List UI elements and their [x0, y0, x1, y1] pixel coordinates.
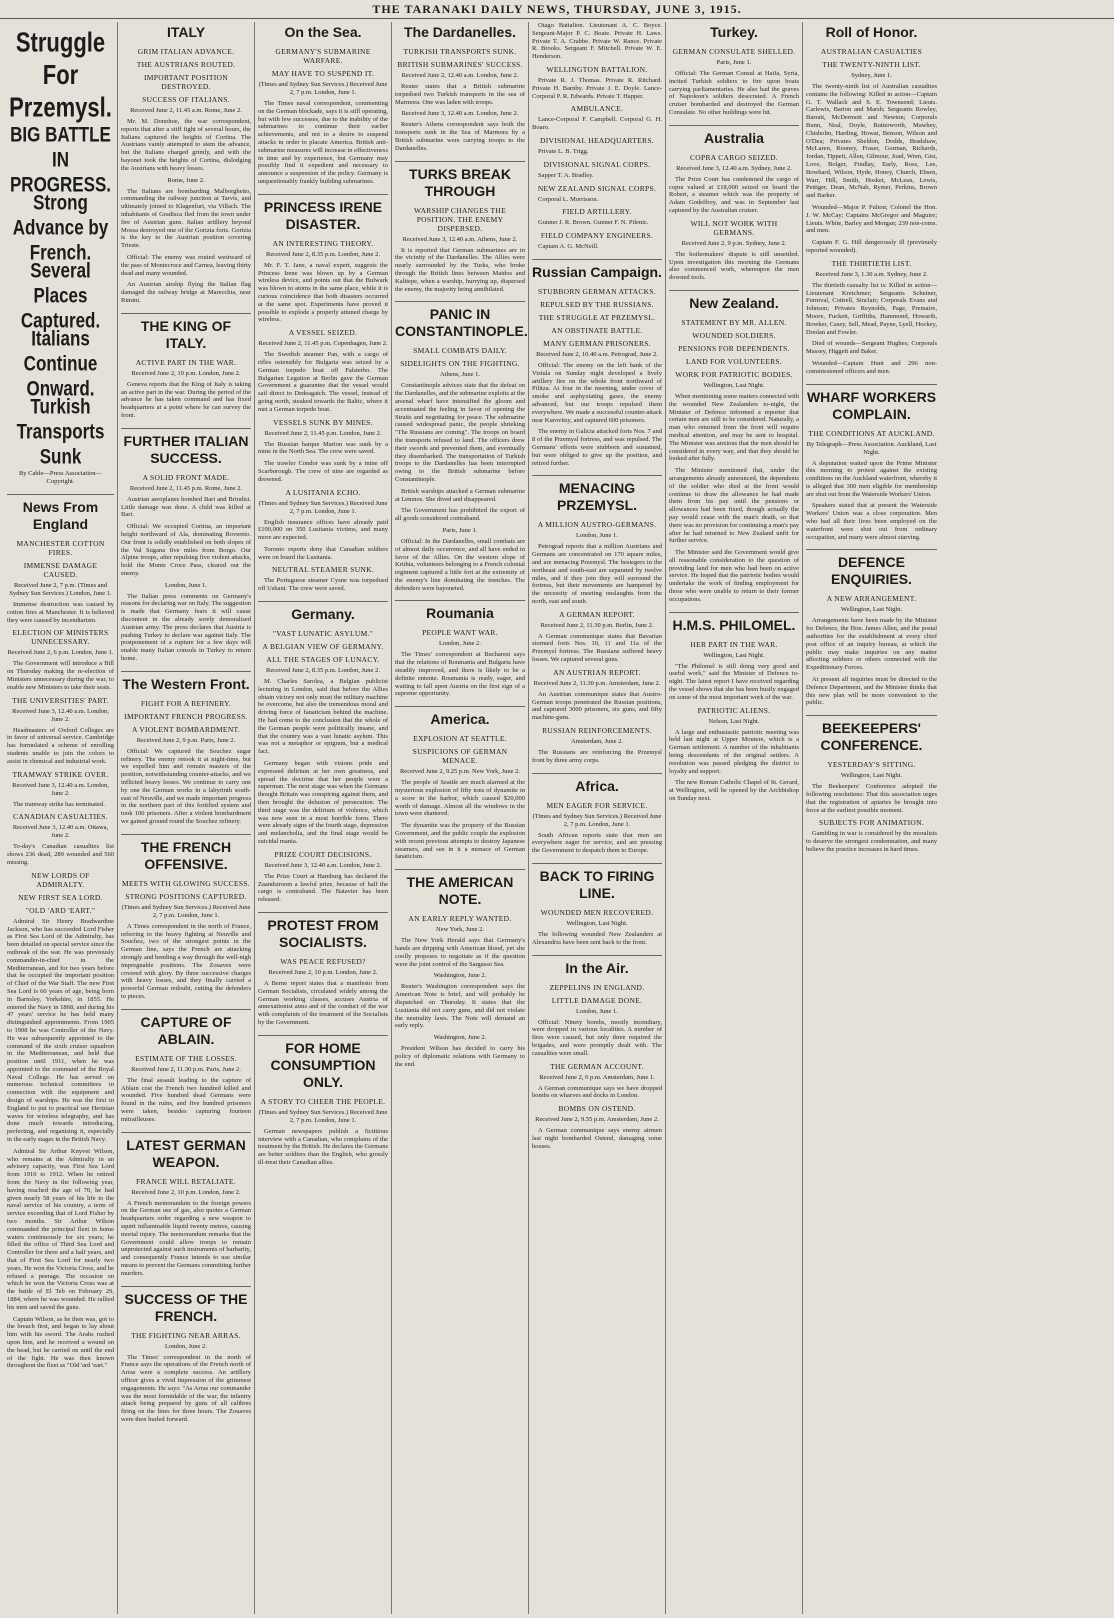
headline-success-french: SUCCESS OF THE FRENCH.: [121, 1286, 251, 1325]
article-body: The Russians are reinforcing the Przemysl front by three army corps.: [532, 749, 662, 764]
article-body: At present all inquiries must be directed to the Defence Department, and the Minister thinks that this new plan will be more convenient to the public.: [806, 676, 937, 707]
headline-german-weapon: LATEST GERMAN WEAPON.: [121, 1132, 251, 1171]
article-body: Official: In the Dardanelles, small combats are of almost daily occurrence, and all have ended in favor of the Allies. On the western slope of Krithia, volunteers belonging to a French colonial regiment captured a little fort at the extremity of the enemy's line dominating the trenches. The defenders were bayoneted.: [395, 537, 525, 592]
dateline: Received June 2, 6 p.m. London, June 1.: [7, 649, 114, 657]
subhead: BRITISH SUBMARINES' SUCCESS.: [397, 60, 523, 69]
subhead: TRAMWAY STRIKE OVER.: [12, 769, 109, 779]
article-body: The dynamite was the property of the Russian Government, and the public couple the explosion with recent previous attempts to destroy Japanese steamers, and see in it a menace of German fanaticism.: [395, 822, 525, 861]
subhead: MEETS WITH GLOWING SUCCESS.: [122, 878, 250, 888]
column-6: [666, 22, 803, 1614]
article-body: A German communique says enemy airmen last night bombarded Ostend, damaging some houses.: [532, 1127, 662, 1150]
article-body: The twenty-ninth list of Australian casualties contains the following: Killed in action—Captain G. T. Wallack and S. E. Townsend; Lieuts. Carlewis, Barton and Marsh; Sergeants Rowley, Barratt, McDermott and Newton; Corporals Bunn, Neal, Doyle, Butterworth, Mawhey, Chisholm, Harding, Howat, Benson, Wilson and O'Dea; Privates Sheldon, Dodds, Bradshaw, McLaren, Rooney, Fraser, Gorman, Richards, Jordan, Tippett, Allen, Gilmour, Joad, Wren, Gist, Love, Bolger, Findlay, Early, Ross, Lee, Bowhard, Wilson, Hyde, Honey, Church, Ebsen, Warr, Hill, Smith, Hosket, McLean, Lewis, Pettiger, Dean, McNab, Rymer, Perkins, Brown and Barker.: [806, 83, 937, 200]
article-body: Reuter's Athens correspondent says both the transports sunk in the Sea of Marmora by a British submarine were carrying troops to the Dardanelles.: [395, 121, 525, 152]
subhead: ACTIVE PART IN THE WAR.: [135, 357, 237, 367]
column-3: [255, 22, 392, 1614]
subhead: "OLD 'ARD 'EART.": [25, 905, 96, 915]
article-body: South African reports state that men are everywhere eager for service, and are pressing the Government to despatch them to Europe.: [532, 831, 662, 855]
article-body: The Swedish steamer Pan, with a cargo of rifles ostensibly for Bulgaria was seized by a German torpedo boat off Falsterbo. The Bulgarian Legation at Berlin gave the German Government a guarantee that the vessel would sail direct to Dedeagatch. The vessel, instead of going north, steaked towards the Baltic, where it met a German torpedo boat.: [258, 351, 388, 413]
dateline: Wellington, Last Night.: [703, 651, 765, 659]
subhead: AN AUSTRIAN REPORT.: [553, 667, 641, 677]
subhead: EXPLOSION AT SEATTLE.: [413, 734, 507, 744]
dateline: Received June 3, 12.40 a.m. London, June 2.: [264, 861, 382, 869]
dateline: Received June 2, 7 p.m. (Times and Sydney Sun Services.) London, June 1.: [9, 582, 112, 597]
casualty-list: Private L. B. Trigg.: [538, 147, 589, 155]
section-turkey: Turkey.: [710, 24, 758, 40]
dateline: Athens, June 1.: [439, 371, 481, 379]
subhead: DIVISIONAL SIGNAL CORPS.: [543, 159, 651, 169]
dateline: London, June 2.: [439, 640, 481, 648]
subhead: FIGHT FOR A REFINERY.: [140, 698, 232, 708]
subhead: SUBJECTS FOR ANIMATION.: [818, 818, 925, 828]
dateline: (Times and Sydney Sun Services.) Received June 2, 7 p.m. London, June 1.: [258, 81, 388, 96]
dateline: Received June 2, 10.40 a.m. Petrograd, June 2.: [536, 350, 658, 358]
dateline: Received June 2, 12.40 a.m. London, June 2.: [401, 72, 519, 79]
subhead: ESTIMATE OF THE LOSSES.: [135, 1053, 237, 1063]
subhead: COPRA CARGO SEIZED.: [689, 152, 778, 162]
section-dardanelles: The Dardanelles.: [403, 24, 517, 40]
dateline: Received June 3, 12.40 a.m. London, June 2.: [401, 110, 519, 118]
subhead: WOUNDED MEN RECOVERED.: [540, 908, 654, 918]
article-body: The people of Seattle are much alarmed at the mysterious explosion of fifty tons of dynamite in a scow in the harbor, which caused $20,000 worth of damage. Almost all the windows in the town were shattered.: [395, 779, 525, 818]
subhead: WARSHIP CHANGES THE POSITION. THE ENEMY DISPERSED.: [414, 205, 506, 233]
subhead: MANY GERMAN PRISONERS.: [543, 338, 651, 348]
article-body: It is reported that German submarines are in the vicinity of the Dardanelles. The Allies were nearly surrounded by the Turks, who broke through the British lines between Maidos and Kalitepe, when a warship, hurrying up, dispersed the enemy, the majority being annihilated.: [395, 246, 525, 293]
subhead: LAND FOR VOLUNTEERS.: [685, 356, 783, 366]
subhead: THE GERMAN ACCOUNT.: [550, 1061, 644, 1071]
section-england: News From England: [7, 494, 114, 533]
subhead: A SOLID FRONT MADE.: [142, 472, 230, 482]
dateline: By Telegraph—Press Association. Auckland, Last Night.: [806, 440, 937, 456]
subhead: IMMENSE DAMAGE CAUSED.: [23, 561, 98, 579]
subhead: THE CONDITIONS AT AUCKLAND.: [808, 428, 935, 438]
headline-western-front: The Western Front.: [121, 671, 251, 693]
article-body: An Austrian airship flying the Italian flag damaged the railway bridge at Marecchia, near Rimini.: [121, 281, 251, 304]
subhead: NEUTRAL STEAMER SUNK.: [271, 565, 375, 575]
dateline: Washington, June 2.: [433, 972, 487, 980]
dateline: Received June 2, 9 p.m. Paris, June 2.: [136, 736, 236, 744]
article-body: A French memorandum to the foreign powers on the German use of gas, also quotes a German headquarters order regarding a new weapon to squirt inflammable liquid twenty metres, causing mortal injury. The memorandum remarks that the Government could allow troops to remain unprotected against such instruments of barbarity, and consequently France intends to use similar means to prevent the Germans committing further murders.: [121, 1199, 251, 1277]
subhead: AN OBSTINATE BATTLE.: [551, 325, 643, 335]
section-roumania: Roumania: [395, 600, 525, 622]
article-body: The Prize Court at Hamburg has declared the Zaandstroom a lawful prize, because of half the cargo is contraband. The Batavier has been released.: [258, 872, 388, 904]
subhead: WORK FOR PATRIOTIC BODIES.: [675, 369, 793, 379]
dateline: Received June 2, 11.45 a.m. Rome, June 2.: [130, 107, 242, 114]
dateline: (Times and Sydney Sun Services.) Received June 2, 7 p.m. London, June 1.: [258, 499, 388, 515]
dateline: London, June 2.: [165, 1342, 207, 1350]
article-body: To-day's Canadian casualties list shows 236 dead, 289 wounded and 560 missing.: [7, 843, 114, 866]
headline-firing-line: BACK TO FIRING LINE.: [532, 863, 662, 902]
headline-home-consumption: FOR HOME CONSUMPTION ONLY.: [258, 1035, 388, 1091]
article-body: The New York Herald says that Germany's hands are dripping with American blood, yet she coolly proposes to negotiate as if the question were the joint control of the Sargasso Sea.: [395, 937, 525, 968]
column-2: [118, 22, 255, 1614]
subhead: NEW FIRST SEA LORD.: [18, 892, 103, 902]
subhead: THE FIGHTING NEAR ARRAS.: [131, 1330, 241, 1340]
subhead: VESSELS SUNK BY MINES.: [273, 417, 373, 427]
dateline: Received June 3, 12.40 a.m. Sydney, June 2.: [676, 164, 792, 172]
dateline: Received June 2, 9.25 p.m. New York, June 2.: [399, 768, 521, 776]
headline-king-italy: THE KING OF ITALY.: [121, 313, 251, 352]
article-body: The enemy in Galicia attacked forts Nos. 7 and 8 of the Przemysl fortress, and was repulsed. The Germans' efforts were stubborn and sustained, but were obliged to give up the position, and retired further.: [532, 428, 662, 467]
subhead: PRIZE COURT DECISIONS.: [274, 849, 372, 859]
dateline: Wellington, Last Night.: [840, 772, 903, 780]
headline-italians: Italians Continue Onward.: [23, 326, 98, 401]
subhead: AN EARLY REPLY WANTED.: [408, 914, 512, 924]
dateline: Amsterdam, June 2.: [571, 738, 623, 746]
dateline: Paris, June 1.: [716, 59, 752, 66]
subhead: A BELGIAN VIEW OF GERMANY.: [262, 642, 384, 652]
article-body: Captain F. G. Hill dangerously ill (previously reported wounded).: [806, 239, 937, 254]
article-body: The Minister said the Government would give all reasonable consideration to the question of providing land for men who had been on active service. He hoped that the patriotic bodies would undertake the work of finding employment for those who were unable to return to their former occupations.: [669, 549, 799, 603]
dateline: Received June 3, 12.40 a.m. London, June 2.: [12, 781, 109, 797]
article-body: Speakers stated that at present the Waterside Workers' Union was a close corporation. Men who had all their lives been employed on the waterfront were shut out from ordinary occupation, and many were almost starving.: [806, 502, 937, 541]
casualty-list: Sapper T. A. Bradley.: [538, 171, 594, 179]
dateline: Wellington, Last Night.: [566, 920, 628, 928]
casualty-list: Captain A. G. McNeill.: [538, 243, 599, 251]
dateline: Received June 3, 12.40 a.m. Athens, June 2.: [402, 235, 518, 243]
dateline: Received June 2, 9.55 p.m. Amsterdam, June 2.: [535, 1116, 659, 1124]
article-body: Constantinople advices state that the defeat on the Dardanelles, and the submarine exploits at the arsenal wharf have intensified the gloom and accentuated the feeling in favor of opening the Straits and negotiating for peace. The submarine caused widespread panic, the people shrieking "The Russians are coming". The troops on board the transports refused to land. The officers drew their swords and prevented them, and eventually they disembarked. The transportation of Turkish troops to the Dardanelles has been interrupted owing to the British submarine before Constantinople.: [395, 382, 525, 483]
dateline: Received June 2, 11.30 p.m. Amsterdam, June 2.: [533, 679, 661, 687]
subhead: THE AUSTRIANS ROUTED.: [136, 60, 236, 69]
article-body: Official: The enemy was routed westward of the pass of Montecroce and Carnea, leaving thirty dead and many wounded.: [121, 253, 251, 277]
article-body: Official: We captured the Souchez sugar refinery. The enemy retook it at night-time, but we expelled him and remain masters of the position, notwithstanding counter-attacks, and we inflicted heavy losses. We continue to carry one by one the German works in a labyrinth south-east of Neuville, and we made important progress in the northern part of this fortified system and took 100 prisoners. After a violent bombardment we gained ground round the Souchez refinery.: [121, 747, 251, 826]
article-body: The Minister mentioned that, under the arrangements already announced, the dependents of the soldier who died at the front would continue to draw the allowance he had made them from his pay until the pensions or allowances had been fixed, though actually the pay would cease with the man's death, so that there was no provision for continuing a man's pay after he had returned to New Zealand unfit for further service.: [669, 467, 799, 545]
article-body: The new Roman Catholic Chapel of St. Gerard, at Wellington, will be opened by the Archbishop on Sunday next.: [669, 779, 799, 803]
dateline: Received June 2, 9 p.m. Sydney, June 2.: [681, 239, 787, 247]
dateline: Received June 2, 11.45 p.m. London, June 2.: [264, 429, 382, 437]
subhead: AMBULANCE.: [570, 104, 624, 114]
article-body: The Beekeepers' Conference adopted the following resolutions: That this association urges that the registration of apiaries be brought into force at the earliest possible moment.: [806, 783, 937, 814]
dateline: Received June 2, 11.45 p.m. Rome, June 2.: [129, 484, 243, 492]
dateline: Received June 3, 12.40 a.m. London, June 2.: [12, 707, 109, 723]
dateline: Received June 2, 10 p.m. London, June 2.: [131, 369, 241, 377]
subhead: GERMANY'S SUBMARINE WARFARE.: [275, 47, 371, 65]
article-body: A deputation waited upon the Prime Minister this morning to protest against the existing conditions on the Auckland waterfront, whereby it is alleged that 300 men eligible for membership are shut out from the Waterside Workers' Union.: [806, 459, 937, 498]
dateline: Received June 2, 10 p.m. London, June 2.: [131, 1188, 241, 1196]
subhead: THE STRUGGLE AT PRZEMYSL.: [538, 312, 656, 322]
section-italy: ITALY: [166, 24, 206, 40]
subhead: A GERMAN REPORT.: [559, 609, 635, 619]
subhead: WAS PEACE REFUSED?: [280, 957, 366, 966]
subhead: GRIM ITALIAN ADVANCE.: [137, 47, 235, 56]
article-body: The Times' correspondent at Bucharest says that the relations of Roumania and Bulgaria have steadily improved, and there is likely to be a definite entente. Roumania is ready, eager, and waiting to fall upon Austria on the first sign of a supreme opportunity.: [395, 651, 525, 698]
article-body: Official: Ninety bombs, mostly incendiary, were dropped in various localities. A number of fires were caused, but only three required the brigades, and were promptly dealt with. The casualties were small.: [532, 1018, 662, 1057]
dateline: (Times and Sydney Sun Services.) Received June 2, 7 p.m. London, June 1.: [258, 1108, 388, 1124]
dateline: London, June 1.: [576, 532, 618, 540]
casualty-list: Otago Battalion. Lieutenant A. C. Boyce. Sergeant-Major P. C. Boate. Private H. Laws. Private T. A. Crabbe. Private W. Rance. Private R. Brooks. Sergeant F. Mitchell. Private W. E. Henderson.: [532, 22, 662, 61]
casualty-list: Private R. J. Thomas. Private R. Ritchard. Private H. Barnby. Private J. E. Doyle. Lance-Corporal P. R. Edwards. Private T. Happer.: [532, 76, 662, 100]
section-germany: Germany.: [258, 601, 388, 623]
subhead: FIELD ARTILLERY.: [562, 207, 632, 217]
article-body: British warships attacked a German submarine at Lemnos. She dived and disappeared.: [395, 487, 525, 503]
headline-capture-ablain: CAPTURE OF ABLAIN.: [121, 1009, 251, 1048]
headline-further-italian: FURTHER ITALIAN SUCCESS.: [121, 428, 251, 467]
subhead: IMPORTANT FRENCH PROGRESS.: [124, 711, 248, 721]
dateline: Received June 2, 11.30 p.m. Berlin, June 2.: [540, 621, 654, 629]
subhead: PENSIONS FOR DEPENDENTS.: [678, 343, 790, 353]
subhead: AN INTERESTING THEORY.: [272, 238, 374, 248]
article-body: Toronto reports deny that Canadian soldiers were on board the Lusitania.: [258, 545, 388, 561]
article-body: Reuter states that a British submarine torpedoed two Turkish transports in the sea of Marmora. One was laden with troops.: [395, 83, 525, 106]
dateline: Received June 2, 8.35 p.m. London, June 2.: [266, 250, 380, 258]
dateline: Received June 3, 1.30 a.m. Sydney, June 2.: [815, 270, 928, 278]
dateline: Wellington, Last Night.: [840, 606, 903, 614]
subhead: PATRIOTIC ALIENS.: [697, 705, 771, 715]
article-body: Arrangements have been made by the Minister for Defence, the Hon. James Allen, and the postal authorities for the establishment at every chief post office of an inquiry bureau, at which the public may make inquiries on any matter affecting soldiers or others connected with the Expeditionary Forces.: [806, 617, 937, 672]
headline-places-captured: Several Places Captured.: [20, 258, 101, 333]
section-new-zealand: New Zealand.: [669, 290, 799, 312]
headline-panic: PANIC IN CONSTANTINOPLE.: [395, 301, 525, 340]
section-on-the-sea: On the Sea.: [284, 24, 362, 40]
article-body: Mr. M. Donohoe, the war correspondent, reports that after a stiff fight of several hours, the Italians captured the heights of Cortina. The Austrians vainly attempted to stem the advance, but the Italians charged grimly, and with the bayonet took the heights of Cortina, dislodging the Austrians with heavy losses.: [121, 118, 251, 172]
article-body: Died of wounds—Sergeant Hughes; Corporals Massey, Higgett and Baker.: [806, 340, 937, 356]
subhead: STRONG POSITIONS CAPTURED.: [125, 891, 247, 901]
article-body: The Times naval correspondent, commenting on the German blockade, says it is still operating, but with few successes, due to the inability of the submarines to continue their earlier achievements, and not to a desire to suspend attacks in order to placate America. British anti-submarine measures will increase in effectiveness in time and by experience, but Germany may possibly find it expedient and necessary to announce a suspension of the policy. Germany is unquestionably frankly building submarines.: [258, 100, 388, 185]
subhead: BOMBS ON OSTEND.: [558, 1104, 636, 1114]
subhead: ALL THE STAGES OF LUNACY.: [266, 655, 380, 665]
article-body: A Berne report states that a manifesto from German Socialists, circulated widely among the German working classes, accuses Austria of annexationist aims and of the conduct of the war with complaints of the treatment of the Socialists by the Government.: [258, 980, 388, 1026]
dateline: Rome, June 2.: [167, 176, 205, 184]
article-body: Official: We occupied Cortina, an important height northward of Ala, dominating Rovereto. Our front is solidly established on both slopes of the Val Sugana five miles from Borgo. Our Alpine troops, after repulsing five violent attacks, hold the Monte Croce Pass, cleared out the enemy.: [121, 523, 251, 577]
section-roll-of-honor: Roll of Honor.: [825, 24, 918, 40]
article-body: The Government has prohibited the export of all goods considered contraband.: [395, 507, 525, 523]
article-body: The Portuguese steamer Cysne was torpedoed off Ushant. The crew were saved.: [258, 577, 388, 593]
subhead: NEW LORDS OF ADMIRALTY.: [31, 870, 90, 889]
subhead: PEOPLE WANT WAR.: [422, 628, 498, 638]
subhead: STUBBORN GERMAN ATTACKS.: [537, 286, 657, 296]
dateline: London, June 1.: [165, 581, 207, 589]
article-body: A German communique says we have dropped bombs on wharves and docks in London.: [532, 1084, 662, 1100]
columns: [4, 22, 1110, 1614]
dateline: Received June 2, 8.35 p.m. London, June 2.: [266, 667, 380, 675]
article-body: Immense destruction was caused by cotton fires at Manchester. It is believed they were caused by incendiarism.: [7, 601, 114, 624]
article-body: The boilermakers' dispute is still unsettled. Upon investigation this morning the Germans also commenced work, whereupon the men downed tools.: [669, 250, 799, 282]
article-body: M. Charles Sarolea, a Belgian publicist lecturing in London, said that before the Allies obtain victory not only must the military machine be overcome, but also the tremendous moral and driving force of fanaticism behind the machine. He had come to the conclusion that the whole of the German people were politically insane, and that the country was a vast lunatic asylum. This was not a metaphor or epigram, but a medical fact.: [258, 678, 388, 756]
subhead: FRANCE WILL RETALIATE.: [136, 1176, 236, 1186]
subhead: IMPORTANT POSITION DESTROYED.: [143, 73, 228, 91]
press-credit: By Cable—Press Association—Copyright.: [18, 470, 103, 485]
headline-turks-break: TURKS BREAK THROUGH: [395, 161, 525, 200]
subhead: TURKISH TRANSPORTS SUNK.: [403, 47, 517, 56]
dateline: Wellington, Last Night.: [703, 381, 765, 389]
subhead: REPULSED BY THE RUSSIANS.: [540, 299, 654, 309]
dateline: Received June 2, 10 p.m. London, June 2.: [268, 969, 378, 976]
headline-beekeepers: BEEKEEPERS' CONFERENCE.: [806, 715, 937, 754]
article-body: Germany began with visions pride and expressed delirium at her own greatness, and spread the doctrine that her people were a superman. The next stage was when the Germans thought Britain was conspiring against them, and then brought the delusion of persecution. The third stage was the delirium of violence, which was now seen in a most horrible form. There were already signs of the fourth stage, depression and melancholia, and the final stage would be suicidal mania.: [258, 760, 388, 846]
dateline: Washington, June 2.: [433, 1034, 487, 1042]
headline-big-battle: BIG BATTLE IN PROGRESS.: [9, 122, 112, 197]
subhead: HER PART IN THE WAR.: [690, 639, 778, 649]
dateline: Received June 2, 11.30 p.m. Paris, June 2.: [131, 1065, 241, 1073]
article-body: Admiral Sir Henry Bradwardine Jackson, who has succeeded Lord Fisher as First Sea Lord of the Admiralty, has been detailed on special service since the outbreak of the war. He was previously commander-in-chief in the Mediterranean, and for two years before that he occupied the important position of Chief of the War Staff. The new First Sea Lord is 60 years of age, being born in Barnsley, Yorkshire, in 1855. He entered the Navy in 1868, and during his 47 years' service he has held many distinguished appointments. From 1905 to 1908 he was Controller of the Navy. He was subsequently appointed to the command of the sixth cruiser squadron in the Mediterranean, and held that position until 1911, when he was appointed to the command of the Royal Naval College. He has served on numerous technical committees in connection with the equipment and design of warships. He was the first in England to put to practical use Hertzian waves for wireless telegraphy, and has done much towards introducing, perfecting, and organising it, especially in the early stages in the British Navy.: [7, 917, 114, 1144]
section-africa: Africa.: [532, 773, 662, 795]
article-body: A Times correspondent in the north of France, referring to the heavy fighting at Neuville and Souchez, two of the strongest points in the German line, says the French are attacking strongly and bending a way through the well-nigh impregnable positions. The Zouaves were covered with glory. By three successive charges with heavy losses, and they finally carried a powerful German redoubt, cutting the defenders to pieces.: [121, 922, 251, 1000]
column-1: [4, 22, 118, 1614]
article-body: Geneva reports that the King of Italy is taking an active part in the war. During the period of the advance he has taken command and has fixed headquarters at a point where he can survey the front.: [121, 380, 251, 419]
article-body: When mentioning some matters connected with the wounded New Zealanders to-night, the Minister of Defence informed a reporter that certain men are still to be considered. Naturally, a man who returned from the front will require medical attention, and may be sent to hospital. The Minister was anxious that the men should be considered in every way, and that they should be looked after fully.: [669, 392, 800, 463]
article-body: Petrograd reports that a million Austrians and Germans are concentrated on 170 square miles, and are menacing Przemysl. The besiegers in the northeast and south-east are separated by twelve miles, and if they join they will surround the fortress, but their movements are hampered by the necessity of meeting onslaughts from the north, east and south.: [532, 543, 662, 605]
section-in-the-air: In the Air.: [532, 955, 662, 977]
subhead: SMALL COMBATS DAILY.: [413, 346, 507, 356]
article-body: Captain Wilson, as he then was, got to the breach first, and began to lay about him with his sword. The Arabs rushed upon him, and he received a wound on the head, but he carried on until the end of the fight. He was then known throughout the fleet as "Old 'ard 'eart.": [7, 1315, 114, 1370]
article-body: English insurance offices have already paid £100,000 on 350 Lusitania victims, and many more are expected.: [258, 518, 388, 542]
subhead: DIVISIONAL HEADQUARTERS.: [540, 135, 654, 145]
dateline: Nelson, Last Night.: [708, 717, 760, 725]
article-body: The Russian barque Marion was sunk by a mine in the North Sea. The crew were saved.: [258, 440, 388, 456]
subhead: SUSPICIONS OF GERMAN MENACE.: [412, 747, 508, 766]
dateline: Received June 2, 6 p.m. Amsterdam, June 1.: [539, 1073, 655, 1081]
headline-turkish-transports: Turkish Transports Sunk: [16, 394, 105, 469]
subhead: SIDELIGHTS ON THE FIGHTING.: [400, 359, 520, 369]
article-body: Austrian aeroplanes bombed Bari and Brindisi. Little damage was done. A child was killed at Bari.: [121, 495, 251, 519]
article-body: "The Philomel is still doing very good and useful work," said the Minister of Defence to-night. The latest report I have received regarding the vessel shows that she has been busily engaged on some of the most important work of the war.: [669, 662, 799, 701]
subhead: AUSTRALIAN CASUALTIES: [820, 47, 923, 56]
article-body: The Times' correspondent in the north of France says the operations of the French north of Arras were a complete success. An artillery officer gives a vivid impression of the grimmest engagements. He says: "As Arras our commander was the most formidable of the war, the infantry attack being prepared by guns of all calibres firing on the lines for three hours. The Zouaves were then hurled forward.: [121, 1353, 251, 1423]
article-body: The final assault leading to the capture of Ablain cost the French two hundred killed and wounded. Five hundred dead Germans were found in the ruins, and five hundred prisoners were taken, besides capturing fourteen mitrailleuses.: [121, 1076, 251, 1123]
dateline: Received June 2, 11.45 p.m. Copenhagen, June 2.: [258, 340, 388, 348]
headline-defence-enquiries: DEFENCE ENQUIRIES.: [806, 549, 937, 588]
article-body: Gambling in war is considered by the moralists to deserve the strongest condemnation, and many believe the practice increases in hard times.: [806, 830, 937, 854]
subhead: CANADIAN CASUALTIES.: [13, 812, 108, 822]
headline-american-note: THE AMERICAN NOTE.: [395, 869, 525, 908]
dateline: New York, June 2.: [435, 926, 485, 934]
subhead: FIELD COMPANY ENGINEERS.: [540, 231, 654, 241]
subhead: WILL NOT WORK WITH GERMANS.: [690, 218, 778, 237]
subhead: RUSSIAN REINFORCEMENTS.: [542, 726, 652, 736]
subhead: NEW ZEALAND SIGNAL CORPS.: [537, 183, 657, 193]
article-body: The thirtieth casualty list is: Killed in action—Lieutenant Kretchmer; Sergeants Scheiner, Furnival, Cottrell, Sinclair; Corporals Evans and Johnson; Privates Reynolds, Page, Premaire, Moore, Fuckett, Griffiths, Hammond, Howarth, Bowker, Casey, Sell, Mead, Payne, Lyell, Hockey, Doolan and Fowler.: [806, 281, 937, 336]
section-russian-campaign: Russian Campaign.: [532, 259, 662, 281]
subhead: LITTLE DAMAGE DONE.: [551, 995, 643, 1005]
headline-struggle: Struggle For Przemysl.: [9, 26, 112, 123]
article-body: Wounded—Major P. Fulton; Colonel the Hon. J. W. McCay; Captains McGregor and Maguire; Lieuts. White, Barley and Morgan; 239 non-coms. and men.: [806, 203, 937, 235]
dateline: (Times and Sydney Sun Services.) Received June 2, 7 p.m. London, June 1.: [532, 812, 662, 828]
dateline: (Times and Sydney Sun Services.) Received June 2, 7 p.m. London, June 1.: [121, 903, 251, 919]
subhead: WOUNDED SOLDIERS.: [692, 330, 776, 340]
subhead: A NEW ARRANGEMENT.: [826, 594, 917, 604]
article-body: The tramway strike has terminated.: [13, 800, 105, 808]
article-body: The Italians are bombarding Malborghetto, commanding the railway junction at Tarvis, and ultimately joined to Klagenfurt, via Villach. The inhabitants of Gradisca fled from the town under fire of Austrian guns. Italian artillery beyond Mossa destroyed one of the Gorizia forts. Gorizia is the key to the Austrian position covering Trieste.: [121, 187, 251, 250]
casualty-list: Gunner J. R. Brown. Gunner F. N. Pilenic.: [538, 219, 649, 227]
column-7: [803, 22, 940, 1614]
article-body: Headmasters of Oxford Colleges are in favor of universal service. Cambridge has formulated a scheme of enrolling students unable to join the colors to assist in chemical and industrial work.: [7, 726, 114, 765]
section-america: America.: [395, 706, 525, 728]
subhead: GERMAN CONSULATE SHELLED.: [672, 47, 796, 56]
article-body: Wounded—Captain Hunt and 296 non-commissioned officers and men.: [806, 359, 937, 375]
article-body: The Government will introduce a Bill on Thursday making the re-election of Ministers unnecessary during the war, to enable new Ministers to take their seats.: [7, 660, 114, 691]
subhead: A VESSEL SEIZED.: [288, 328, 358, 338]
article-body: A German communique states that Bavarian stormed forts Nos. 10, 11 and 11a of the Przemysl fortress. The Russians suffered heavy losses. We captured several guns.: [532, 632, 662, 664]
dateline: Sydney, June 1.: [851, 72, 892, 79]
subhead: MAY HAVE TO SUSPEND IT.: [271, 69, 375, 78]
subhead: "VAST LUNATIC ASYLUM.": [272, 629, 374, 639]
article-body: The following wounded New Zealanders at Alexandria have been sent back to the front.: [532, 931, 662, 946]
dateline: Received June 3, 12.40 a.m. Ottawa, June 2.: [12, 824, 109, 840]
subhead: A LUSITANIA ECHO.: [285, 487, 361, 497]
article-body: The Prize Court has condemned the cargo of copra valued at £18,000 seized on board the Robert, a steamer which was the property of Adam Godeffroy, and was in September last captured by the Australian cruiser.: [669, 175, 799, 214]
article-body: Official: The enemy on the left bank of the Vistula on Sunday night developed a lively artillery fire on the whole front northward of Pilitza. At four in the morning, under cover of smoke and asphyxiating gases, the enemy advanced, but our troops repulsed them everywhere. We made a successful counter-attack near Kurovitsy, and captured 600 prisoners.: [532, 361, 662, 424]
headline-socialists: PROTEST FROM SOCIALISTS.: [258, 912, 388, 951]
section-australia: Australia: [669, 125, 799, 147]
subhead: MEN EAGER FOR SERVICE.: [546, 800, 648, 810]
column-4: [392, 22, 529, 1614]
subhead: THE UNIVERSITIES' PART.: [12, 695, 109, 705]
masthead: THE TARANAKI DAILY NEWS, THURSDAY, JUNE 3, 1915.: [0, 0, 1114, 19]
headline-wharf-workers: WHARF WORKERS COMPLAIN.: [806, 384, 937, 423]
headline-french-offensive: THE FRENCH OFFENSIVE.: [121, 834, 251, 873]
subhead: THE TWENTY-NINTH LIST.: [822, 60, 921, 69]
casualty-list: Corporal L. Morrisson.: [538, 195, 599, 203]
subhead: A MILLION AUSTRO-GERMANS.: [537, 520, 657, 530]
article-body: A large and enthusiastic patriotic meeting was held last night at Upper Moutere, which is a German settlement. A number of the inhabitants being descendants of the original settlers. A resolution was passed pledging the district to loyalty and support.: [669, 728, 799, 775]
subhead: YESTERDAY'S SITTING.: [827, 760, 916, 770]
article-body: The trawler Condor was sunk by a mine off Scarborough. The crew of nine are regarded as drowned.: [258, 460, 388, 483]
headline-philomel: H.M.S. PHILOMEL.: [669, 612, 799, 634]
article-body: President Wilson has decided to carry his policy of diplomatic relations with Germany to the end.: [395, 1045, 525, 1068]
article-body: Admiral Sir Arthur Knyvet Wilson, who remains at the Admiralty in an advisory capacity, was First Sea Lord from 1910 to 1912. When he retired from the Navy in the following year, having reached the age of 70, he had given nearly 58 years of his life to the naval service of his country, a term of service exceeding that of Lord Fisher by two months. Sir Arthur Wilson commanded the principal fleet in home waters continuously for six years; he filled the office of Third Sea Lord and Controller for three and a half years, and that of First Sea Lord for nearly two years. He won the Victoria Cross, and he refused a peerage. The occasion on which he won the Victoria Cross was at the battle of El Teb on February 29, 1884, where he was wounded. He rallied his men and saved the guns.: [7, 1147, 114, 1311]
subhead: THE THIRTIETH LIST.: [831, 258, 912, 268]
headline-menacing-przemysl: MENACING PRZEMYSL.: [532, 475, 662, 514]
casualty-list: Lance-Corporal F. Campbell. Corporal G. H. Boaro.: [532, 116, 662, 132]
article-body: Reuter's Washington correspondent says the American Note is brief, and will probably be dispatched on Thursday. It states that the Lusitania did not carry guns, and did not violate the neutrality laws. The Note will demand an early reply.: [395, 983, 525, 1030]
article-body: An Austrian communique states that Austro-German troops penetrated the Russian positions, and captured 3000 prisoners, six guns, and fifty machine-guns.: [532, 690, 662, 722]
article-body: Official: The German Consul at Haifa, Syria, incited Turkish soldiers to fire upon boats carrying parliamentaries. He also had the graves of Napoleon's soldiers desecrated. A French cruiser bombarded and destroyed the German Consulate. No other buildings were hit.: [669, 70, 799, 116]
headline-french-advance: Strong Advance by French.: [12, 190, 109, 265]
headline-princess-irene: PRINCESS IRENE DISASTER.: [258, 194, 388, 233]
dateline: Paris, June 1.: [442, 526, 478, 534]
subhead: ELECTION OF MINISTERS UNNECESSARY.: [12, 628, 109, 647]
subhead: WELLINGTON BATTALION.: [546, 64, 648, 74]
subhead: STATEMENT BY MR. ALLEN.: [681, 317, 787, 327]
article-body: German newspapers publish a fictitious interview with a Canadian, who complains of the treatment by the British. He declares the Germans are better soldiers than the English, who grossly ill-treat their Canadian allies.: [258, 1127, 388, 1166]
subhead: SUCCESS OF ITALIANS.: [142, 95, 230, 104]
article-body: The Italian press comments on Germany's reasons for declaring war on Italy. The suggestion is made that Germany fears it will cause discontent in the already sorely demoralised Austrian army. The press declares that Austria is pushing Turkey to declare war against Italy. The postponement of a rupture for a few days will enable many Italian consuls in Turkey to return home.: [121, 592, 251, 663]
column-5: [529, 22, 666, 1614]
subhead: A VIOLENT BOMBARDMENT.: [131, 724, 241, 734]
subhead: ZEPPELINS IN ENGLAND.: [549, 982, 645, 992]
subhead: MANCHESTER COTTON FIRES.: [16, 539, 105, 557]
dateline: London, June 1.: [576, 1007, 618, 1015]
article-body: Mr. F. T. Jane, a naval expert, suggests the Princess Irene was blown up by a German wireless device, and points out that the Bulwark was blown to atoms in the same place, while it is curious coincidence that both disasters occurred at the same spot. Experiments have proved it possible to explode a properly attuned charge by wireless.: [258, 261, 388, 324]
subhead: A STORY TO CHEER THE PEOPLE.: [260, 1096, 386, 1106]
